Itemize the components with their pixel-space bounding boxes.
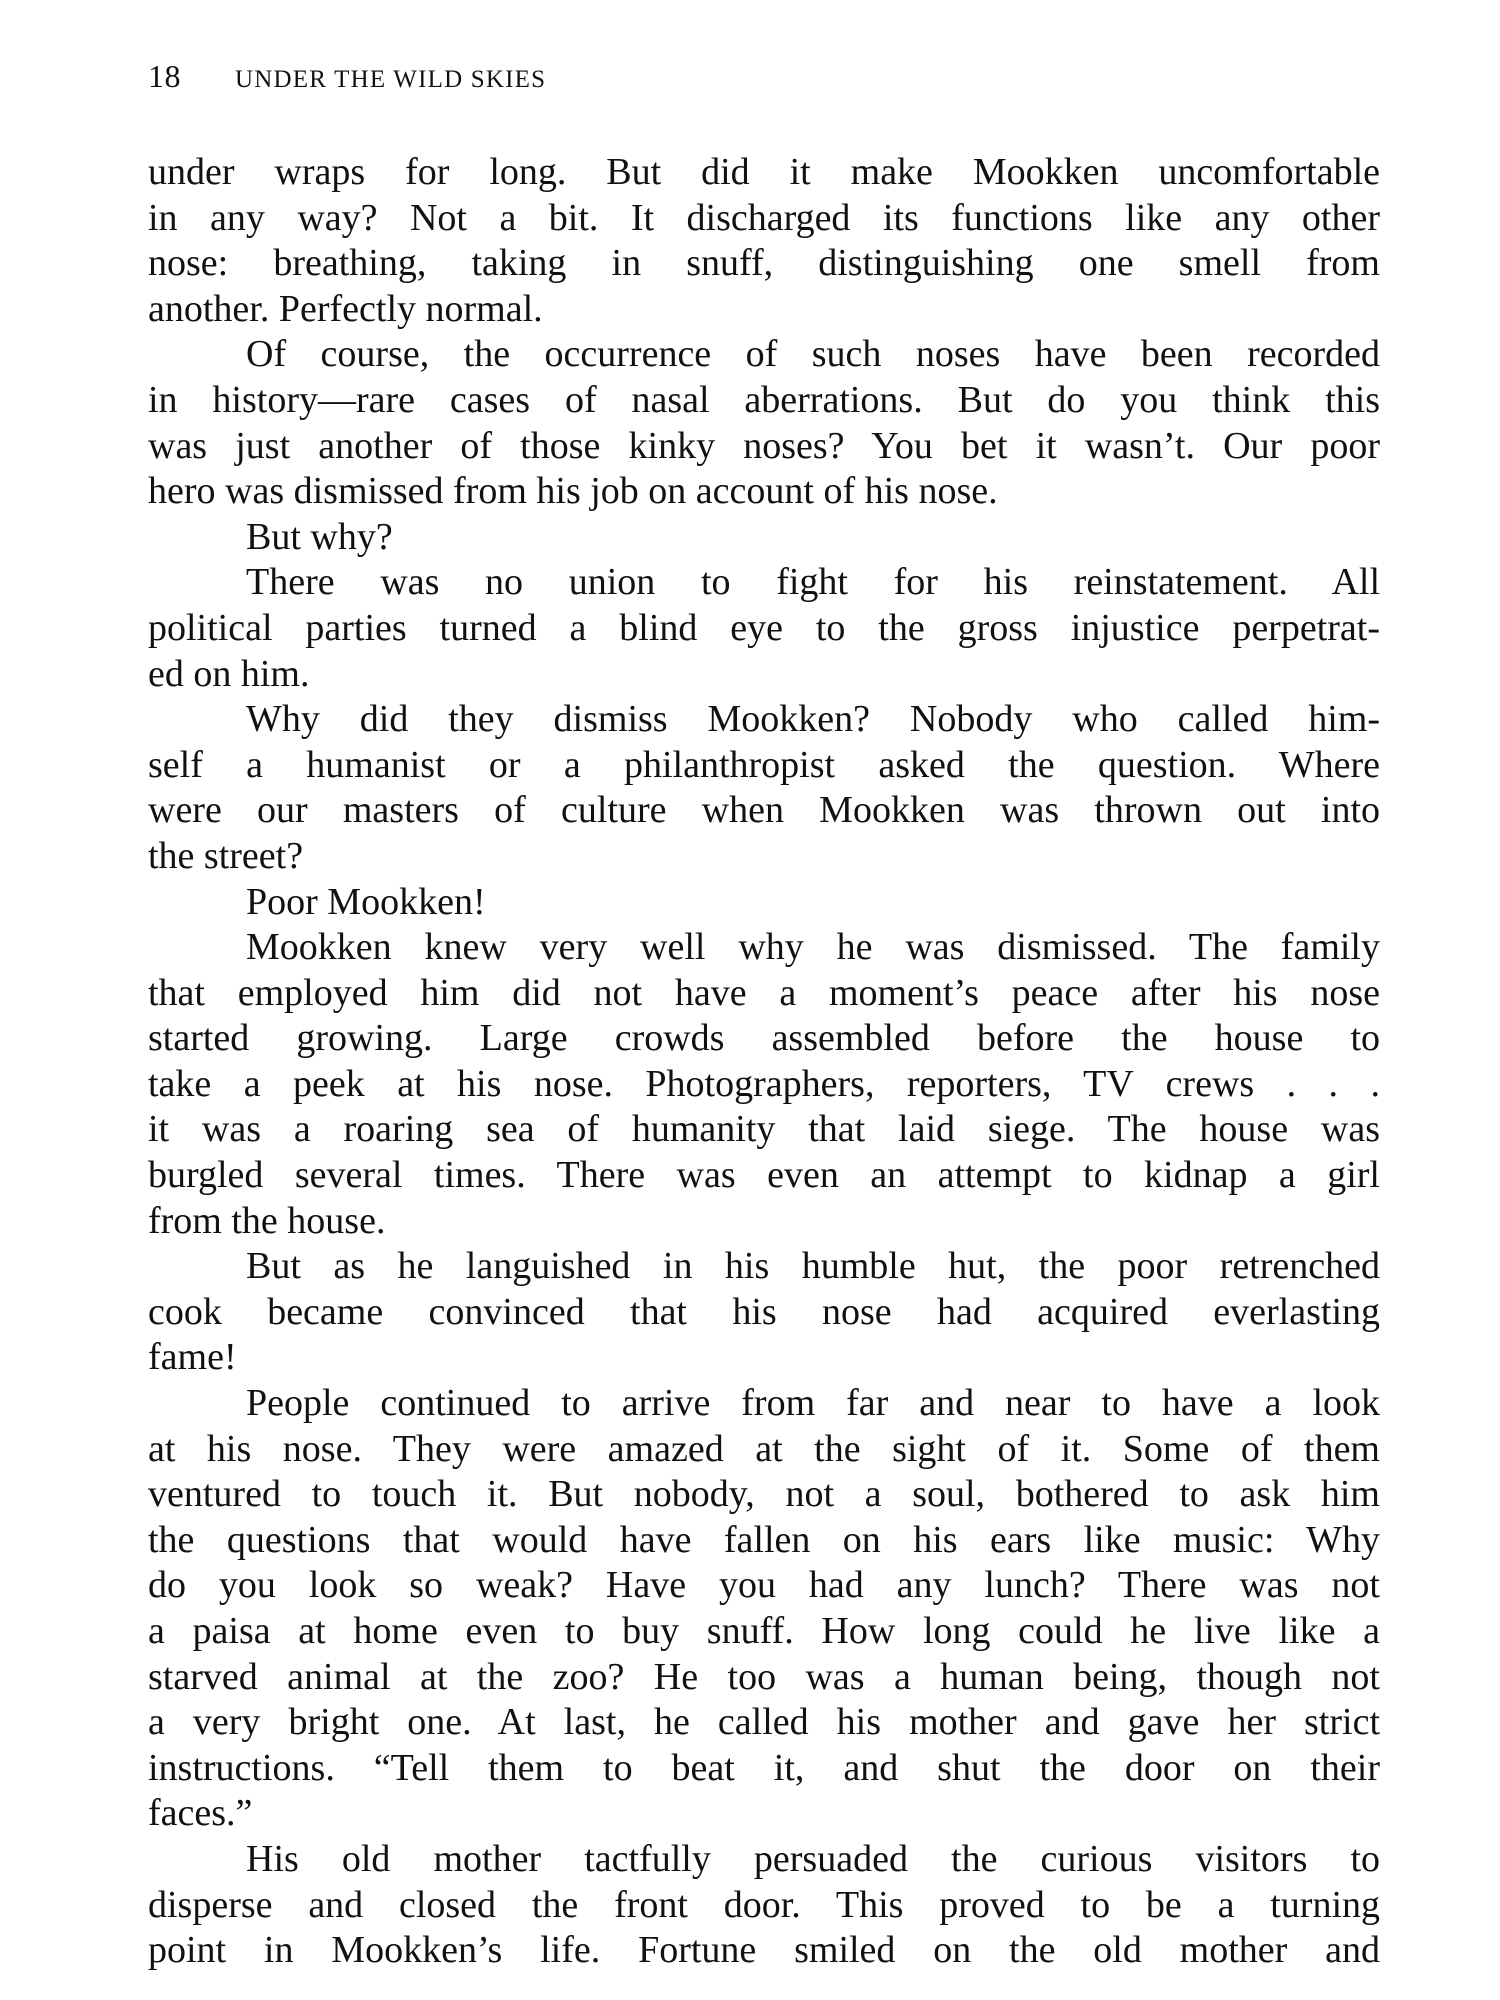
- text-line: another. Perfectly normal.: [148, 287, 543, 330]
- text-line: point in Mookken’s life. Fortune smiled on the old mother and: [148, 1929, 1380, 1972]
- text-line: fame!: [148, 1336, 237, 1379]
- text-line: nose: breathing, taking in snuff, distinguishing one smell from: [148, 242, 1380, 285]
- text-line: were our masters of culture when Mookken was thrown out into: [148, 789, 1380, 832]
- body-text: [148, 150, 1380, 1974]
- text-line: from the house.: [148, 1199, 386, 1242]
- text-line: self a humanist or a philanthropist asked the question. Where: [148, 743, 1380, 786]
- text-line: that employed him did not have a moment’s peace after his nose: [148, 971, 1380, 1014]
- text-line: People continued to arrive from far and near to have a look: [246, 1382, 1380, 1425]
- text-line: at his nose. They were amazed at the sight of it. Some of them: [148, 1427, 1380, 1470]
- text-line: do you look so weak? Have you had any lunch? There was not: [148, 1564, 1380, 1607]
- text-line: Of course, the occurrence of such noses have been recorded: [246, 333, 1380, 376]
- text-line: in any way? Not a bit. It discharged its functions like any other: [148, 196, 1380, 239]
- text-line: instructions. “Tell them to beat it, and shut the door on their: [148, 1746, 1380, 1789]
- page-number: 18: [148, 58, 181, 94]
- text-line: political parties turned a blind eye to the gross injustice perpetrat-: [148, 606, 1380, 649]
- text-line: faces.”: [148, 1792, 253, 1835]
- text-line: in history—rare cases of nasal aberrations. But do you think this: [148, 378, 1380, 421]
- text-line: a very bright one. At last, he called his mother and gave her strict: [148, 1701, 1380, 1744]
- text-line: a paisa at home even to buy snuff. How long could he live like a: [148, 1610, 1380, 1652]
- text-line: started growing. Large crowds assembled before the house to: [148, 1017, 1380, 1060]
- text-line: There was no union to fight for his reinstatement. All: [246, 561, 1380, 604]
- text-line: under wraps for long. But did it make Mookken uncomfortable: [148, 151, 1380, 193]
- text-line: Why did they dismiss Mookken? Nobody who called him-: [246, 698, 1380, 741]
- text-line: Mookken knew very well why he was dismissed. The family: [246, 926, 1380, 969]
- text-line: was just another of those kinky noses? You bet it wasn’t. Our poor: [148, 424, 1380, 467]
- text-line: starved animal at the zoo? He too was a human being, though not: [148, 1655, 1380, 1698]
- text-line: the street?: [148, 834, 304, 877]
- text-line: ed on him.: [148, 652, 310, 695]
- text-line: it was a roaring sea of humanity that laid siege. The house was: [148, 1108, 1380, 1151]
- book-title: UNDER THE WILD SKIES: [235, 66, 547, 93]
- text-line: But why?: [246, 515, 393, 558]
- text-line: hero was dismissed from his job on account of his nose.: [148, 470, 998, 513]
- text-line: Poor Mookken!: [246, 880, 486, 923]
- text-line: the questions that would have fallen on his ears like music: Why: [148, 1518, 1380, 1561]
- text-line: cook became convinced that his nose had acquired everlasting: [148, 1290, 1380, 1333]
- text-line: take a peek at his nose. Photographers, reporters, TV crews . . .: [148, 1062, 1380, 1105]
- text-line: ventured to touch it. But nobody, not a soul, bothered to ask him: [148, 1473, 1380, 1516]
- text-line: disperse and closed the front door. This proved to be a turning: [148, 1883, 1380, 1926]
- running-head: [148, 58, 546, 108]
- text-line: burgled several times. There was even an attempt to kidnap a girl: [148, 1154, 1380, 1197]
- text-line: But as he languished in his humble hut, the poor retrenched: [246, 1245, 1380, 1288]
- text-line: His old mother tactfully persuaded the curious visitors to: [246, 1837, 1380, 1880]
